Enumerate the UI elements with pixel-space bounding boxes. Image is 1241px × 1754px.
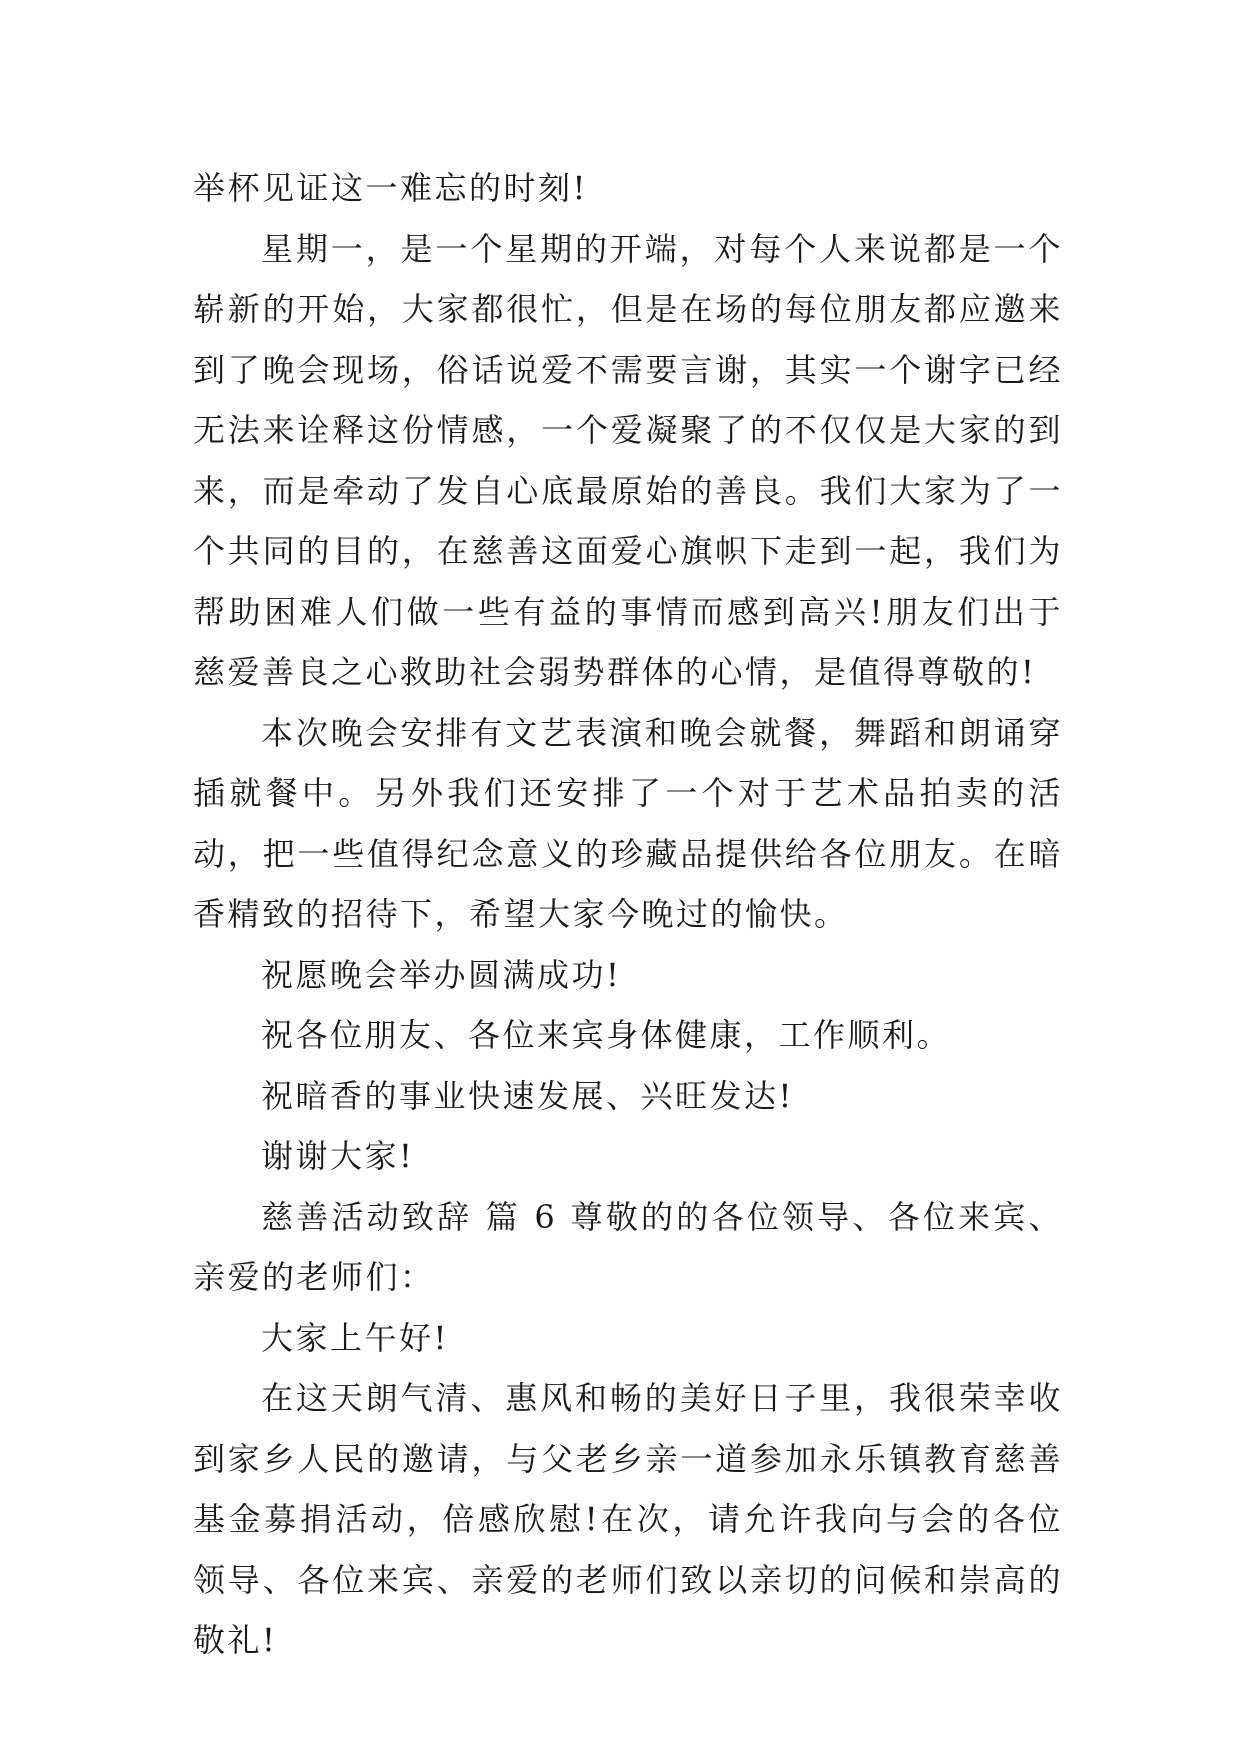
paragraph: 谢谢大家!	[261, 1137, 415, 1175]
paragraph: 本次晚会安排有文艺表演和晚会就餐，舞蹈和朗诵穿插就餐中。另外我们还安排了一个对于艺术品拍卖的活动，把一些值得纪念意义的珍藏品提供给各位朋友。在暗香精致的招待下，希望大家今晚过的愉快。	[193, 713, 1063, 933]
paragraph: 祝各位朋友、各位来宾身体健康，工作顺利。	[261, 1016, 952, 1054]
greeting-paragraph: 大家上午好!	[261, 1318, 449, 1357]
section-heading-paragraph: 慈善活动致辞 篇 6 尊敬的的各位领导、各位来宾、亲爱的老师们：	[193, 1197, 1063, 1296]
paragraph: 在这天朗气清、惠风和畅的美好日子里，我很荣幸收到家乡人民的邀请，与父老乡亲一道参加永乐镇教育慈善基金募捐活动，倍感欣慰!在次，请允许我向与会的各位领导、各位来宾、亲爱的老师们致以亲切的问候和崇高的敬礼!	[193, 1379, 1063, 1659]
paragraph: 举杯见证这一难忘的时刻!	[193, 169, 588, 207]
document-body	[193, 158, 1063, 1671]
paragraph: 星期一，是一个星期的开端，对每个人来说都是一个崭新的开始，大家都很忙，但是在场的每位朋友都应邀来到了晚会现场，俗话说爱不需要言谢，其实一个谢字已经无法来诠释这份情感，一个爱凝聚了的不仅仅是大家的到来，而是牵动了发自心底最原始的善良。我们大家为了一个共同的目的，在慈善这面爱心旗帜下走到一起，我们为帮助困难人们做一些有益的事情而感到高兴!朋友们出于慈爱善良之心救助社会弱势群体的心情，是值得尊敬的!	[193, 229, 1063, 691]
paragraph: 祝暗香的事业快速发展、兴旺发达!	[261, 1076, 794, 1115]
paragraph: 祝愿晚会举办圆满成功!	[261, 955, 622, 994]
